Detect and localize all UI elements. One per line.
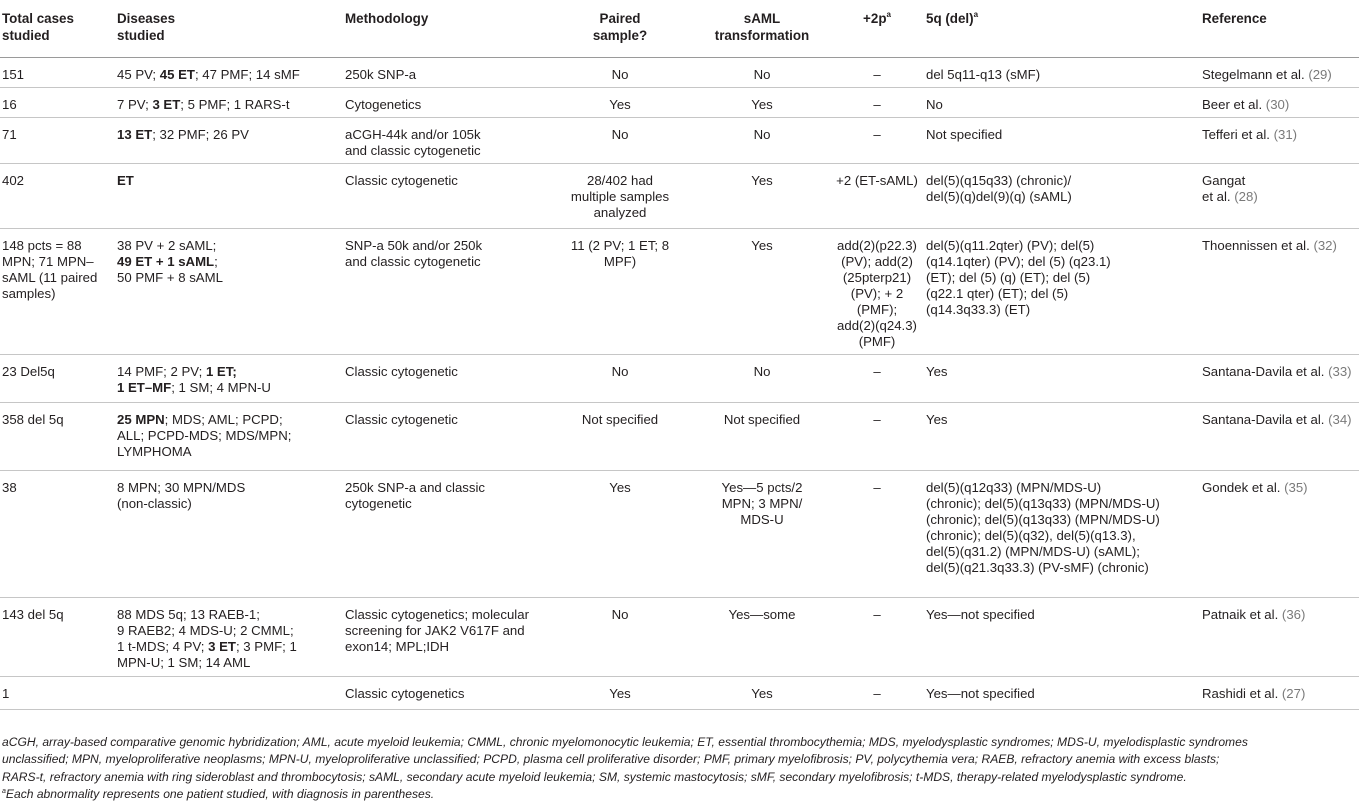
cell-methodology: Cytogenetics <box>345 96 422 112</box>
cell-plus2p: – <box>873 411 881 427</box>
reference-link[interactable]: (32) <box>1313 237 1337 253</box>
cell-total: 16 <box>2 96 17 112</box>
cell-5q-del: del(5)(q11.2qter) (PV); del(5) (q14.1qter) (PV); del (5) (q23.1) (ET); del (5) (q) (ET); del (5) (q22.1 qter) (ET); del (5) (q14.3q33.3) (ET) <box>926 237 1111 317</box>
reference-link[interactable]: (35) <box>1284 479 1308 495</box>
cell-total: 38 <box>2 479 17 495</box>
cell-plus2p: add(2)(p22.3) (PV); add(2) (25pterp21) (PV); + 2 (PMF); add(2)(q24.3) (PMF) <box>837 237 917 349</box>
cell-methodology: aCGH-44k and/or 105k and classic cytogenetic <box>345 126 481 158</box>
cell-diseases: ET <box>117 172 134 188</box>
header-5q-del: 5q (del)$^a$ <box>926 10 979 26</box>
cell-reference: Tefferi et al. (31) <box>1202 126 1298 142</box>
cell-total: 143 del 5q <box>2 606 64 622</box>
cell-paired: Not specified <box>581 411 659 427</box>
cell-saml: Yes—5 pcts/2 MPN; 3 MPN/ MDS-U <box>721 479 803 527</box>
cell-saml: Not specified <box>723 411 801 427</box>
table-row <box>0 402 1359 470</box>
table-row <box>0 163 1359 228</box>
abbreviations: aCGH, array-based comparative genomic hybridization; AML, acute myeloid leukemia; CMML, chronic myelomonocytic leukemia; ET, essential thrombocythemia; MDS, myelodysplastic syndromes; MDS-U, myelodisplastic syndromes unclassified; MPN, myeloproliferative neoplasms; MPN-U, myeloproliferative unclassified; PCPD, plasma cell proliferative disorder; PMF, primary myelofibrosis; PV, polycythemia vera; RAEB, refractory anemia with excess blasts; RARS-t, refractory anemia with ring sideroblast and thrombocytosis; sAML, secondary acute myeloid leukemia; SM, systemic mastocytosis; sMF, secondary myelofibrosis; t-MDS, therapy-related myelodysplastic syndrome. <box>2 735 1248 784</box>
cell-total: 151 <box>2 66 25 82</box>
cell-reference: Thoennissen et al. (32) <box>1202 237 1337 253</box>
cell-diseases: 14 PMF; 2 PV; 1 ET; 1 ET–MF; 1 SM; 4 MPN-U <box>117 363 271 395</box>
cell-plus2p: – <box>873 606 881 622</box>
reference-link[interactable]: (29) <box>1308 66 1332 82</box>
reference-link[interactable]: (28) <box>1234 188 1258 204</box>
cell-5q-del: No <box>926 96 943 112</box>
cell-methodology: 250k SNP-a <box>345 66 417 82</box>
table-row <box>0 57 1359 87</box>
cell-diseases: 38 PV + 2 sAML; 49 ET + 1 sAML; 50 PMF + 8 sAML <box>117 237 223 285</box>
cell-methodology: Classic cytogenetics <box>345 685 465 701</box>
cell-5q-del: Yes—not specified <box>926 685 1035 701</box>
cell-plus2p: – <box>873 96 881 112</box>
cell-total: 358 del 5q <box>2 411 64 427</box>
table-row <box>0 228 1359 354</box>
cell-paired: Yes <box>609 96 631 112</box>
cell-paired: 11 (2 PV; 1 ET; 8 MPF) <box>570 237 670 269</box>
cell-methodology: Classic cytogenetics; molecular screening for JAK2 V617F and exon14; MPL;IDH <box>345 606 529 654</box>
cell-reference: Patnaik et al. (36) <box>1202 606 1306 622</box>
cell-reference: Santana-Davila et al. (34) <box>1202 411 1352 427</box>
cell-plus2p: – <box>873 479 881 495</box>
header-total: Total cases studied <box>2 11 74 43</box>
cell-paired: Yes <box>609 685 631 701</box>
header-row <box>0 0 1359 57</box>
cell-5q-del: Yes <box>926 363 948 379</box>
cell-5q-del: del(5)(q15q33) (chronic)/ del(5)(q)del(9)(q) (sAML) <box>926 172 1072 204</box>
cell-reference: Gondek et al. (35) <box>1202 479 1308 495</box>
cell-methodology: Classic cytogenetic <box>345 172 458 188</box>
cell-reference: Santana-Davila et al. (33) <box>1202 363 1352 379</box>
reference-link[interactable]: (27) <box>1281 685 1306 701</box>
cell-5q-del: Yes—not specified <box>926 606 1035 622</box>
footnote-a: $^a$Each abnormality represents one patient studied, with diagnosis in parentheses. <box>2 787 435 802</box>
cell-plus2p: – <box>873 126 881 142</box>
cell-total: 1 <box>2 685 10 701</box>
cell-paired: Yes <box>609 479 631 495</box>
cell-saml: No <box>753 363 771 379</box>
table-row <box>0 597 1359 676</box>
cell-5q-del: Yes <box>926 411 948 427</box>
cell-saml: Yes <box>751 685 773 701</box>
reference-link[interactable]: (34) <box>1328 411 1352 427</box>
cell-methodology: 250k SNP-a and classic cytogenetic <box>345 479 486 511</box>
cell-diseases: 88 MDS 5q; 13 RAEB-1; 9 RAEB2; 4 MDS-U; 2 CMML; 1 t-MDS; 4 PV; 3 ET; 3 PMF; 1 MPN-U; 1 SM; 14 AML <box>117 606 297 670</box>
cell-methodology: SNP-a 50k and/or 250k and classic cytogenetic <box>345 237 483 269</box>
cell-diseases: 13 ET; 32 PMF; 26 PV <box>117 126 249 142</box>
table-row <box>0 676 1359 709</box>
reference-link[interactable]: (31) <box>1273 126 1298 142</box>
cell-paired: No <box>611 363 629 379</box>
cell-paired: No <box>611 126 629 142</box>
cell-reference: Stegelmann et al. (29) <box>1202 66 1332 82</box>
cell-saml: Yes <box>751 96 773 112</box>
cell-diseases: 25 MPN; MDS; AML; PCPD; ALL; PCPD-MDS; MDS/MPN; LYMPHOMA <box>117 411 292 459</box>
cell-methodology: Classic cytogenetic <box>345 363 458 379</box>
cell-5q-del: Not specified <box>926 126 1003 142</box>
cell-saml: Yes <box>751 172 773 188</box>
cell-total: 23 Del5q <box>2 363 55 379</box>
cell-paired: No <box>611 606 629 622</box>
cell-reference: Gangat et al. (28) <box>1202 172 1258 204</box>
cell-reference: Beer et al. (30) <box>1202 96 1290 112</box>
reference-link[interactable]: (33) <box>1328 363 1352 379</box>
cell-saml: No <box>753 126 771 142</box>
cell-total: 402 <box>2 172 25 188</box>
cell-total: 148 pcts = 88 MPN; 71 MPN– sAML (11 paired samples) <box>2 237 98 301</box>
cell-saml: No <box>753 66 771 82</box>
cell-plus2p: – <box>873 685 881 701</box>
table-row <box>0 117 1359 163</box>
cell-diseases: 7 PV; 3 ET; 5 PMF; 1 RARS-t <box>117 96 290 112</box>
cell-saml: Yes—some <box>728 606 796 622</box>
reference-link[interactable]: (36) <box>1281 606 1306 622</box>
cell-saml: Yes <box>751 237 773 253</box>
table-row <box>0 470 1359 597</box>
cell-reference: Rashidi et al. (27) <box>1202 685 1306 701</box>
cell-diseases <box>115 676 343 709</box>
header-plus2p: $+2p^a$ <box>863 10 891 26</box>
cell-paired: No <box>611 66 629 82</box>
table-row <box>0 354 1359 402</box>
cell-total: 71 <box>2 126 17 142</box>
cell-plus2p: – <box>873 363 881 379</box>
header-diseases: Diseases studied <box>117 11 176 43</box>
cell-diseases: 8 MPN; 30 MPN/MDS (non-classic) <box>117 479 246 511</box>
cell-5q-del: del(5)(q12q33) (MPN/MDS-U) (chronic); del(5)(q13q33) (MPN/MDS-U) (chronic); del(5)(q13q33) (MPN/MDS-U) (chronic); del(5)(q32), del(5)(q13.3), del(5)(q31.2) (MPN/MDS-U) (sAML); del(5)(q21.3q33.3) (PV-sMF) (chronic) <box>926 479 1160 575</box>
header-methodology: Methodology <box>345 11 429 26</box>
header-reference: Reference <box>1202 11 1267 26</box>
table-row <box>0 87 1359 117</box>
cell-plus2p: +2 (ET-sAML) <box>836 172 918 188</box>
cell-5q-del: del 5q11-q13 (sMF) <box>926 66 1041 82</box>
table-footnote <box>2 734 1357 804</box>
cell-diseases: 45 PV; 45 ET; 47 PMF; 14 sMF <box>117 66 300 82</box>
cell-paired: 28/402 had multiple samples analyzed <box>570 172 670 220</box>
cell-plus2p: – <box>873 66 881 82</box>
header-paired: Paired sample? <box>592 11 648 43</box>
cell-methodology: Classic cytogenetic <box>345 411 458 427</box>
reference-link[interactable]: (30) <box>1265 96 1290 112</box>
header-saml: sAML transformation <box>714 11 810 43</box>
